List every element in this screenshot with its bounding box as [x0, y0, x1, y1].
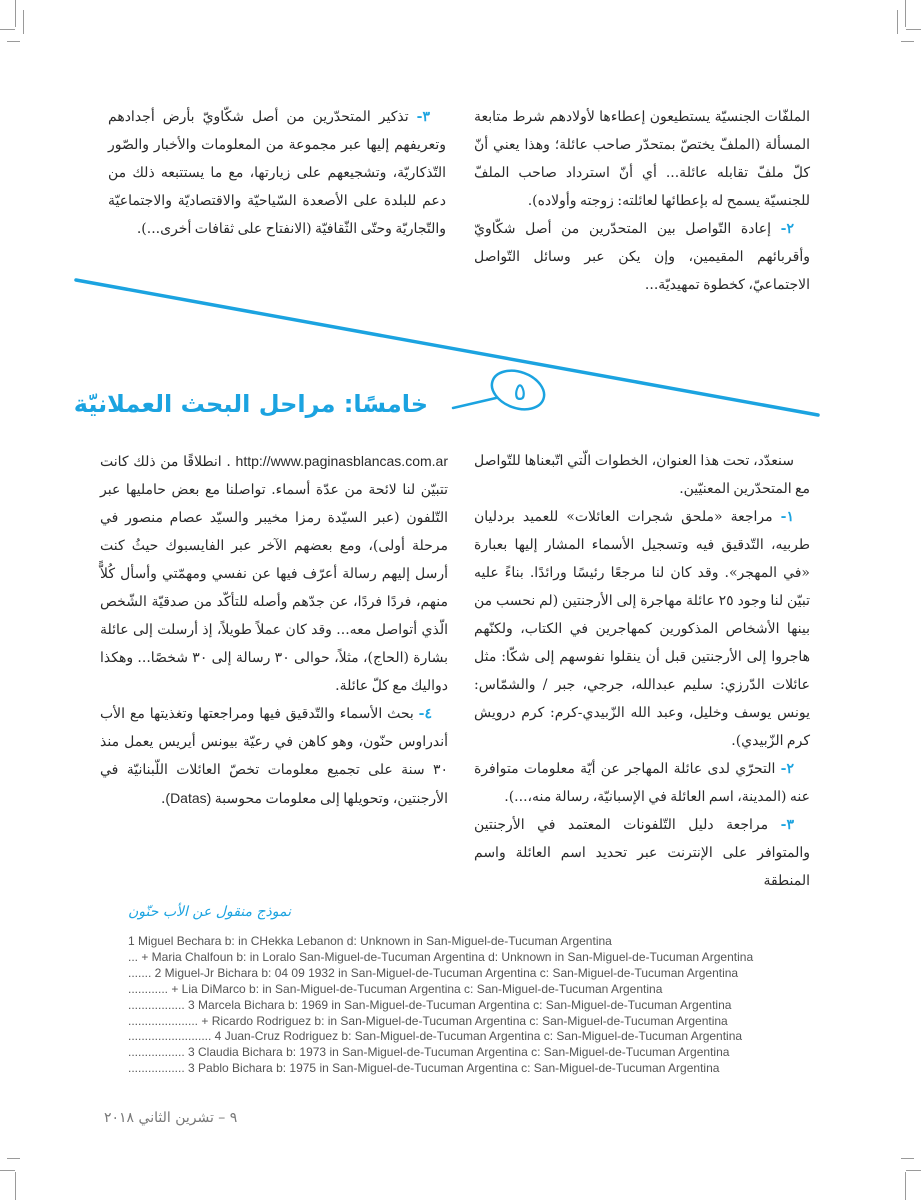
intro-paragraph: سنعدّد، تحت هذا العنوان، الخطوات الّتي اتّبعناها للتّواصل مع المتحدّرين المعنيّين. [474, 453, 810, 497]
family-tree-line: ....... 2 Miguel-Jr Bichara b: 04 09 1932 in San-Miguel-de-Tucuman Argentina c: San-Miguel-de-Tucuman Argentina [128, 965, 739, 980]
family-tree-line: ......................... 4 Juan-Cruz Rodriguez b: San-Miguel-de-Tucuman Argentina c: San-Miguel-de-Tucuman Argentina [128, 1029, 743, 1044]
item-text: بحث الأسماء والتّدقيق فيها ومراجعتها وتغذيتها مع الأب أندراوس حنّون، وهو كاهن في رعيّة بيونس أيريس يعمل منذ ٣٠ سنة على تجميع معلومات تخصّ العائلات اللّبنانيّة في الأرجنتين، وتحويلها إلى معلومات محوسبة [100, 706, 448, 807]
paragraph-text: . انطلاقًا من ذلك كانت تتبيّن لنا لائحة من عدّة أسماء. تواصلنا مع بعض حامليها عبر التّلفون (عبر السيّدة رمزا مخيبر والسيّد عصام منصور في مرحلة أولى)، ومع بعضهم الآخر عبر الفايسبوك حيثُ كنت أرسل إليهم رسالة أعرّف فيها عن نفسي ومهمّتي وأسأل كُلاًّ منهم، فردًا فردًا، عن جدّهم وأصله للتأكّد من صدقيّة الشّخص الّذي أتواصل معه... وقد كان عملاً طويلاً، إذ أرسلت إلى عائلة بشارة (الحاج)، مثلاً، حوالى ٣٠ رسالة إلى ٣٠ شخصًا... وهكذا دواليك مع كلّ عائلة. [100, 454, 449, 694]
item-text: مراجعة «ملحق شجرات العائلات» للعميد بردليان طربيه، التّدقيق فيه وتسجيل الأسماء المشار إليها بعبارة «في المهجر». وقد كان لنا مرجعًا رئيسًا ورائدًا. بناءً عليه تبيّن لنا وجود ٢٥ عائلة مهاجرة إلى الأرجنتين (لم نحسب من بينها الأشخاص المذكورين كمهاجرين في الكتاب، ولكنّهم هاجروا إلى الأرجنتين قبل أن ينقلوا نفوسهم إلى شكّا: مثل عائلات الدّرزي: سليم عبدالله، جرجي، جبر / والشمّاس: يونس يوسف وخليل، وعبد الله الزّبيدي-كرم: كرم درويش كرم الزّبيدي). [474, 509, 810, 749]
family-tree-list [128, 934, 818, 1077]
item-number: ٢- [780, 761, 794, 777]
badge-numeral: ٥ [513, 378, 527, 406]
family-tree-line: ..................... + Ricardo Rodriguez b: in San-Miguel-de-Tucuman Argentina c: San-Miguel-de-Tucuman Argentina [128, 1013, 728, 1028]
numeral-5-magnifier-icon [453, 364, 550, 416]
item-number: ٣- [780, 817, 794, 833]
directory-link[interactable]: http://www.paginasblancas.com.ar [235, 453, 448, 469]
page-number: ٩ [229, 1110, 238, 1126]
right-column-bottom [474, 447, 810, 895]
family-tree-line: 1 Miguel Bechara b: in CHekka Lebanon d: Unknown in San-Miguel-de-Tucuman Argentina [128, 934, 612, 948]
item-number: ٣- [416, 109, 430, 125]
list-item [474, 503, 810, 755]
list-item [474, 755, 810, 811]
left-column-bottom [100, 447, 448, 813]
family-tree-line: ................. 3 Claudia Bichara b: 1973 in San-Miguel-de-Tucuman Argentina c: San-Miguel-de-Tucuman Argentina [128, 1045, 730, 1060]
item-number: ٢- [780, 221, 795, 237]
latin-term: (Datas) [165, 790, 212, 806]
family-tree-title: نموذج منقول عن الأب حنّون [128, 904, 291, 920]
list-item [474, 215, 810, 299]
family-tree-line: ................. 3 Pablo Bichara b: 1975 in San-Miguel-de-Tucuman Argentina c: San-Miguel-de-Tucuman Argentina [128, 1061, 720, 1076]
item-end: . [160, 791, 166, 807]
page-footer [104, 1108, 237, 1128]
item-number: ١- [780, 509, 794, 525]
paragraph [100, 447, 448, 700]
item-text: مراجعة دليل التّلفونات المعتمد في الأرجنتين والمتوافر على الإنترنت عبر تحديد اسم العائلة واسم المنطقة [474, 817, 810, 889]
family-tree-line: ... + Maria Chalfoun b: in Loralo San-Miguel-de-Tucuman Argentina d: Unknown in San-Miguel-de-Tucuman Argentina [128, 949, 754, 964]
right-column-top [474, 103, 810, 299]
list-item [100, 700, 448, 813]
section-title: خامسًا: مراحل البحث العملانيّة [73, 390, 428, 418]
item-number: ٤- [418, 706, 432, 722]
family-tree-line: ................. 3 Marcela Bichara b: 1969 in San-Miguel-de-Tucuman Argentina c: San-Miguel-de-Tucuman Argentina [128, 997, 732, 1012]
left-column-top [108, 103, 446, 243]
family-tree-line: ............ + Lia DiMarco b: in San-Miguel-de-Tucuman Argentina c: San-Miguel-de-Tucuman Argentina [128, 981, 663, 996]
list-item [108, 103, 446, 243]
list-item [474, 811, 810, 895]
item-text: التحرّي لدى عائلة المهاجر عن أيّة معلومات متوافرة عنه (المدينة، اسم العائلة في الإسبانيّة، رسالة منه،...). [474, 761, 810, 805]
paragraph: الملفّات الجنسيّة يستطيعون إعطاءها لأولادهم شرط متابعة المسألة (الملفّ يختصّ بمتحدّر صاحب عائلة؛ وهذا يعني أنّ كلّ ملفّ تقابله عائلة... أي أنّ استرداد صاحب الملفّ للجنسيّة يسمح له بإعطائها لعائلته: زوجته وأولاده). [474, 109, 810, 209]
footer-separator: – [213, 1110, 230, 1126]
item-text: تذكير المتحدّرين من أصل شكّاويّ بأرض أجدادهم وتعريفهم إليها عبر مجموعة من المعلومات والأخبار والصّور التّذكاريّة، وتشجيعهم على زيارتها، مع ما يستتبعه ذلك من دعم للبلدة على الأصعدة السّياحيّة والاقتصاديّة والاجتماعيّة والتّجاريّة وحتّى الثّقافيّة (الانفتاح على ثقافات أخرى...). [108, 109, 446, 237]
issue-date: تشرين الثاني ٢٠١٨ [104, 1110, 214, 1126]
item-text: إعادة التّواصل بين المتحدّرين من أصل شكّاويّ وأقربائهم المقيمين، وإن يكن عبر وسائل التّواصل الاجتماعيّ، كخطوة تمهيديّة... [474, 221, 810, 293]
